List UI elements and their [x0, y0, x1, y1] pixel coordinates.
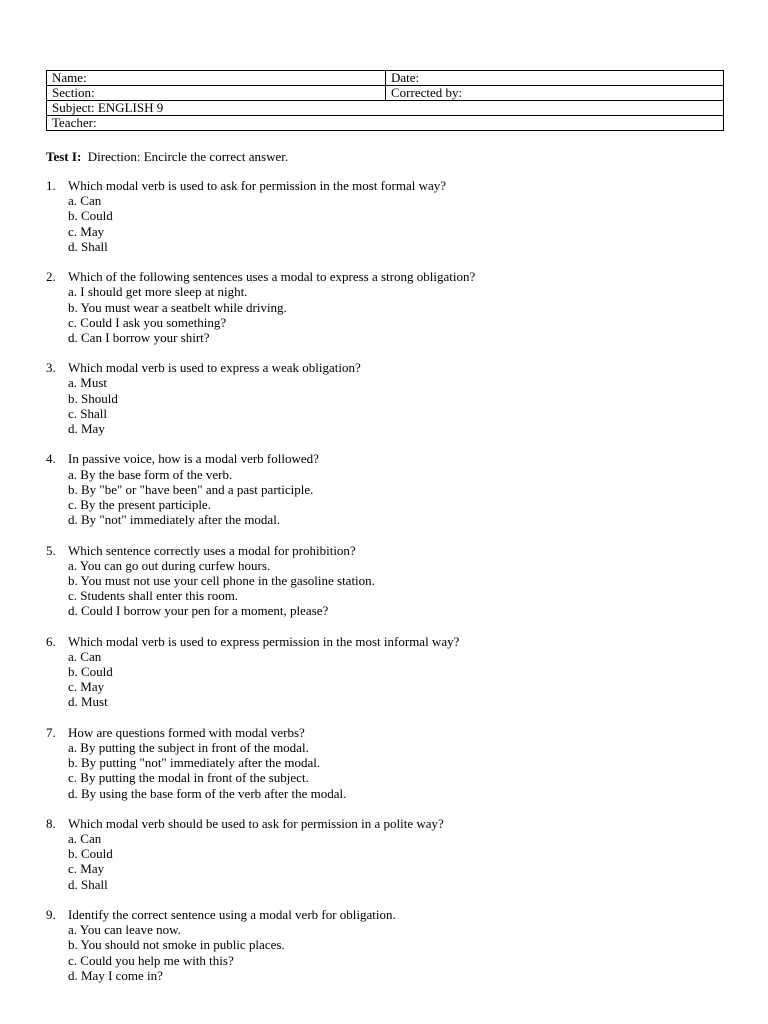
answer-choice: c. Could you help me with this?	[68, 952, 234, 968]
question-line	[0, 269, 768, 284]
question-number: 3.	[46, 360, 56, 376]
answer-choice: a. I should get more sleep at night.	[68, 284, 248, 300]
answer-choice: d. Shall	[68, 876, 108, 892]
question-list	[0, 178, 768, 998]
answer-choice: d. Must	[68, 694, 108, 710]
question-item	[0, 543, 768, 619]
answer-choices	[0, 649, 768, 710]
question-number: 7.	[46, 724, 56, 740]
question-item	[0, 725, 768, 801]
answer-choice: b. You must wear a seatbelt while driving.	[68, 299, 287, 315]
question-number: 4.	[46, 451, 56, 467]
student-info-table	[46, 70, 724, 131]
question-item	[0, 360, 768, 436]
question-text: How are questions formed with modal verbs?	[68, 724, 305, 740]
question-line	[0, 907, 768, 922]
answer-choice: c. Shall	[68, 405, 107, 421]
question-text: Which modal verb is used to express permission in the most informal way?	[68, 633, 460, 649]
answer-choice: b. By "be" or "have been" and a past participle.	[68, 481, 314, 497]
subject-field: Subject: ENGLISH 9	[47, 101, 724, 116]
question-text: Which modal verb is used to express a weak obligation?	[68, 360, 361, 376]
question-item	[0, 634, 768, 710]
section-field: Section:	[47, 86, 386, 101]
answer-choice: d. Could I borrow your pen for a moment, please?	[68, 603, 329, 619]
answer-choices	[0, 375, 768, 436]
answer-choice: a. By the base form of the verb.	[68, 466, 233, 482]
answer-choice: d. By "not" immediately after the modal.	[68, 512, 281, 528]
info-row	[47, 86, 724, 101]
answer-choice: c. Could I ask you something?	[68, 314, 227, 330]
question-line	[0, 543, 768, 558]
answer-choice: c. May	[68, 223, 105, 239]
answer-choice: d. Can I borrow your shirt?	[68, 329, 210, 345]
name-field: Name:	[47, 71, 386, 86]
question-item	[0, 816, 768, 892]
question-number: 8.	[46, 815, 56, 831]
answer-choice: d. May	[68, 421, 105, 436]
answer-choice: b. Should	[68, 390, 118, 406]
answer-choice: c. May	[68, 861, 105, 877]
answer-choices	[0, 922, 768, 983]
question-item	[0, 907, 768, 983]
answer-choice: a. By putting the subject in front of the modal.	[68, 739, 309, 755]
question-number: 5.	[46, 542, 56, 558]
question-item	[0, 178, 768, 254]
answer-choice: b. You should not smoke in public places.	[68, 937, 285, 953]
question-line	[0, 178, 768, 193]
answer-choice: b. Could	[68, 664, 113, 679]
answer-choice: d. By using the base form of the verb after the modal.	[68, 785, 347, 801]
test-direction: Direction: Encircle the correct answer.	[87, 149, 289, 164]
question-line	[0, 451, 768, 466]
test-heading	[46, 149, 288, 164]
answer-choice: c. Students shall enter this room.	[68, 588, 239, 604]
answer-choice: b. By putting "not" immediately after the modal.	[68, 755, 321, 771]
answer-choice: a. Can	[68, 831, 102, 847]
info-row	[47, 71, 724, 86]
answer-choice: d. May I come in?	[68, 967, 163, 983]
question-text: In passive voice, how is a modal verb followed?	[68, 451, 319, 467]
question-text: Which sentence correctly uses a modal for prohibition?	[68, 542, 356, 558]
answer-choice: d. Shall	[68, 238, 108, 254]
question-number: 1.	[46, 178, 56, 193]
question-number: 2.	[46, 269, 56, 285]
question-line	[0, 816, 768, 831]
answer-choice: a. You can go out during curfew hours.	[68, 557, 271, 573]
question-text: Which modal verb is used to ask for permission in the most formal way?	[68, 178, 447, 193]
question-item	[0, 451, 768, 527]
date-field: Date:	[386, 71, 724, 86]
answer-choice: a. Must	[68, 375, 107, 391]
question-line	[0, 360, 768, 375]
answer-choice: c. By putting the modal in front of the subject.	[68, 770, 309, 786]
answer-choice: a. You can leave now.	[68, 922, 181, 938]
answer-choices	[0, 193, 768, 254]
info-row	[47, 101, 724, 116]
answer-choice: b. You must not use your cell phone in the gasoline station.	[68, 572, 375, 588]
question-text: Which modal verb should be used to ask for permission in a polite way?	[68, 815, 444, 831]
answer-choice: c. May	[68, 679, 105, 695]
answer-choice: a. Can	[68, 648, 102, 664]
question-line	[0, 725, 768, 740]
question-item	[0, 269, 768, 345]
test-title: Test I:	[46, 149, 82, 164]
teacher-field: Teacher:	[47, 116, 724, 131]
answer-choice: b. Could	[68, 846, 113, 862]
corrected-by-field: Corrected by:	[386, 86, 724, 101]
answer-choices	[0, 740, 768, 801]
info-row	[47, 116, 724, 131]
question-line	[0, 634, 768, 649]
answer-choices	[0, 831, 768, 892]
question-text: Identify the correct sentence using a modal verb for obligation.	[68, 907, 396, 922]
answer-choices	[0, 467, 768, 528]
answer-choice: b. Could	[68, 208, 113, 224]
answer-choice: a. Can	[68, 193, 102, 209]
answer-choice: c. By the present participle.	[68, 496, 211, 512]
question-number: 6.	[46, 633, 56, 649]
question-text: Which of the following sentences uses a modal to express a strong obligation?	[68, 269, 476, 285]
answer-choices	[0, 558, 768, 619]
question-number: 9.	[46, 907, 56, 922]
answer-choices	[0, 284, 768, 345]
